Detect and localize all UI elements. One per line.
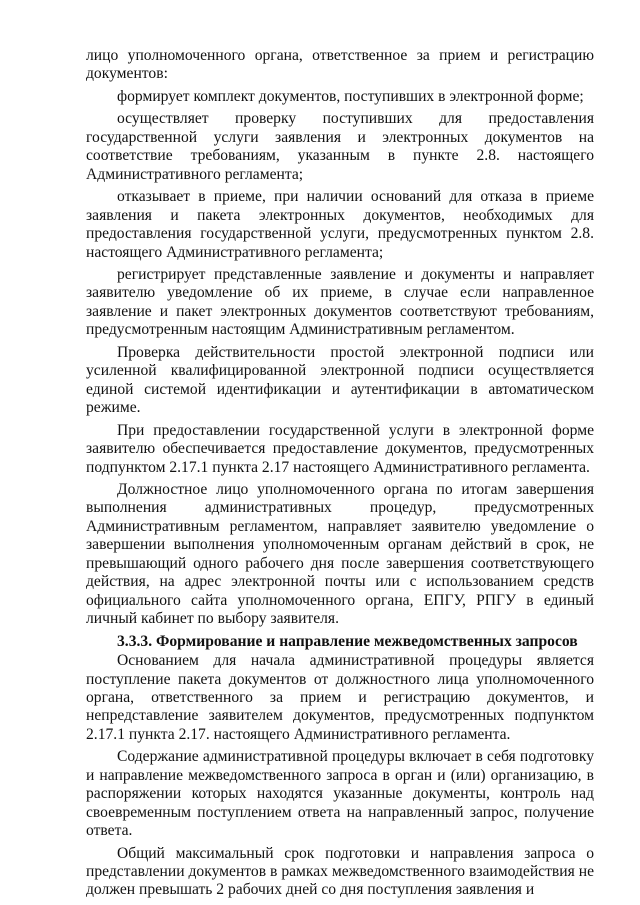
paragraph-registers: регистрирует представленные заявление и документы и направляет заявителю уведомление об их приеме, в случае если направленное заявление и пакет электронных документов соответствуют требованиям, предусмотренным настоящим Административным регламентом. bbox=[86, 265, 594, 339]
paragraph-deadline: Общий максимальный срок подготовки и направления запроса о представлении документов в рамках межведомственного взаимодействия не должен превышать 2 рабочих дней со дня поступления заявления и bbox=[86, 844, 594, 899]
paragraph-checks: осуществляет проверку поступивших для предоставления государственной услуги заявления и электронных документов на соответствие требованиям, указанным в пункте 2.8. настоящего Административного регламента; bbox=[86, 110, 594, 183]
paragraph-electronic-form: При предоставлении государственной услуги в электронной форме заявителю обеспечивается предоставление документов, предусмотренных подпунктом 2.17.1 пункта 2.17 настоящего Административного регламента. bbox=[86, 421, 594, 476]
paragraph-official-notice: Должностное лицо уполномоченного органа по итогам завершения выполнения административных процедур, предусмотренных Административным регламентом, направляет заявителю уведомление о завершении выполнения уполномоченным органам действий в срок, не превышающий одного рабочего дня после завершения соответствующего действия, на адрес электронной почты или с использованием средств официального сайта уполномоченного органа, ЕПГУ, РПГУ в единый личный кабинет по выбору заявителя. bbox=[86, 480, 594, 628]
paragraph-intro: лицо уполномоченного органа, ответственное за прием и регистрацию документов: bbox=[86, 47, 594, 83]
section-heading: 3.3.3. Формирование и направление межведомственных запросов bbox=[117, 632, 578, 650]
paragraph-signature-check: Проверка действительности простой электронной подписи или усиленной квалифицированной электронной подписи осуществляется единой системой идентификации и аутентификации в автоматическом режиме. bbox=[86, 343, 594, 417]
paragraph-content: Содержание административной процедуры включает в себя подготовку и направление межведомственного запроса в орган и (или) организацию, в распоряжении которых находятся указанные документы, контроль над своевременным поступлением ответа на направленный запрос, получение ответа. bbox=[86, 748, 594, 840]
document-page bbox=[86, 47, 594, 904]
paragraph-refuses: отказывает в приеме, при наличии оснований для отказа в приеме заявления и пакета электронных документов, необходимых для предоставления государственной услуги, предусмотренных пунктом 2.8. настоящего Административного регламента; bbox=[86, 188, 594, 261]
paragraph-basis: Основанием для начала административной процедуры является поступление пакета документов от должностного лица уполномоченного органа, ответственного за прием и регистрацию документов, и непредставление заявителем документов, предусмотренных подпунктом 2.17.1 пункта 2.17. настоящего Административного регламента. bbox=[86, 652, 594, 743]
paragraph-forms-set: формирует комплект документов, поступивших в электронной форме; bbox=[117, 87, 584, 105]
